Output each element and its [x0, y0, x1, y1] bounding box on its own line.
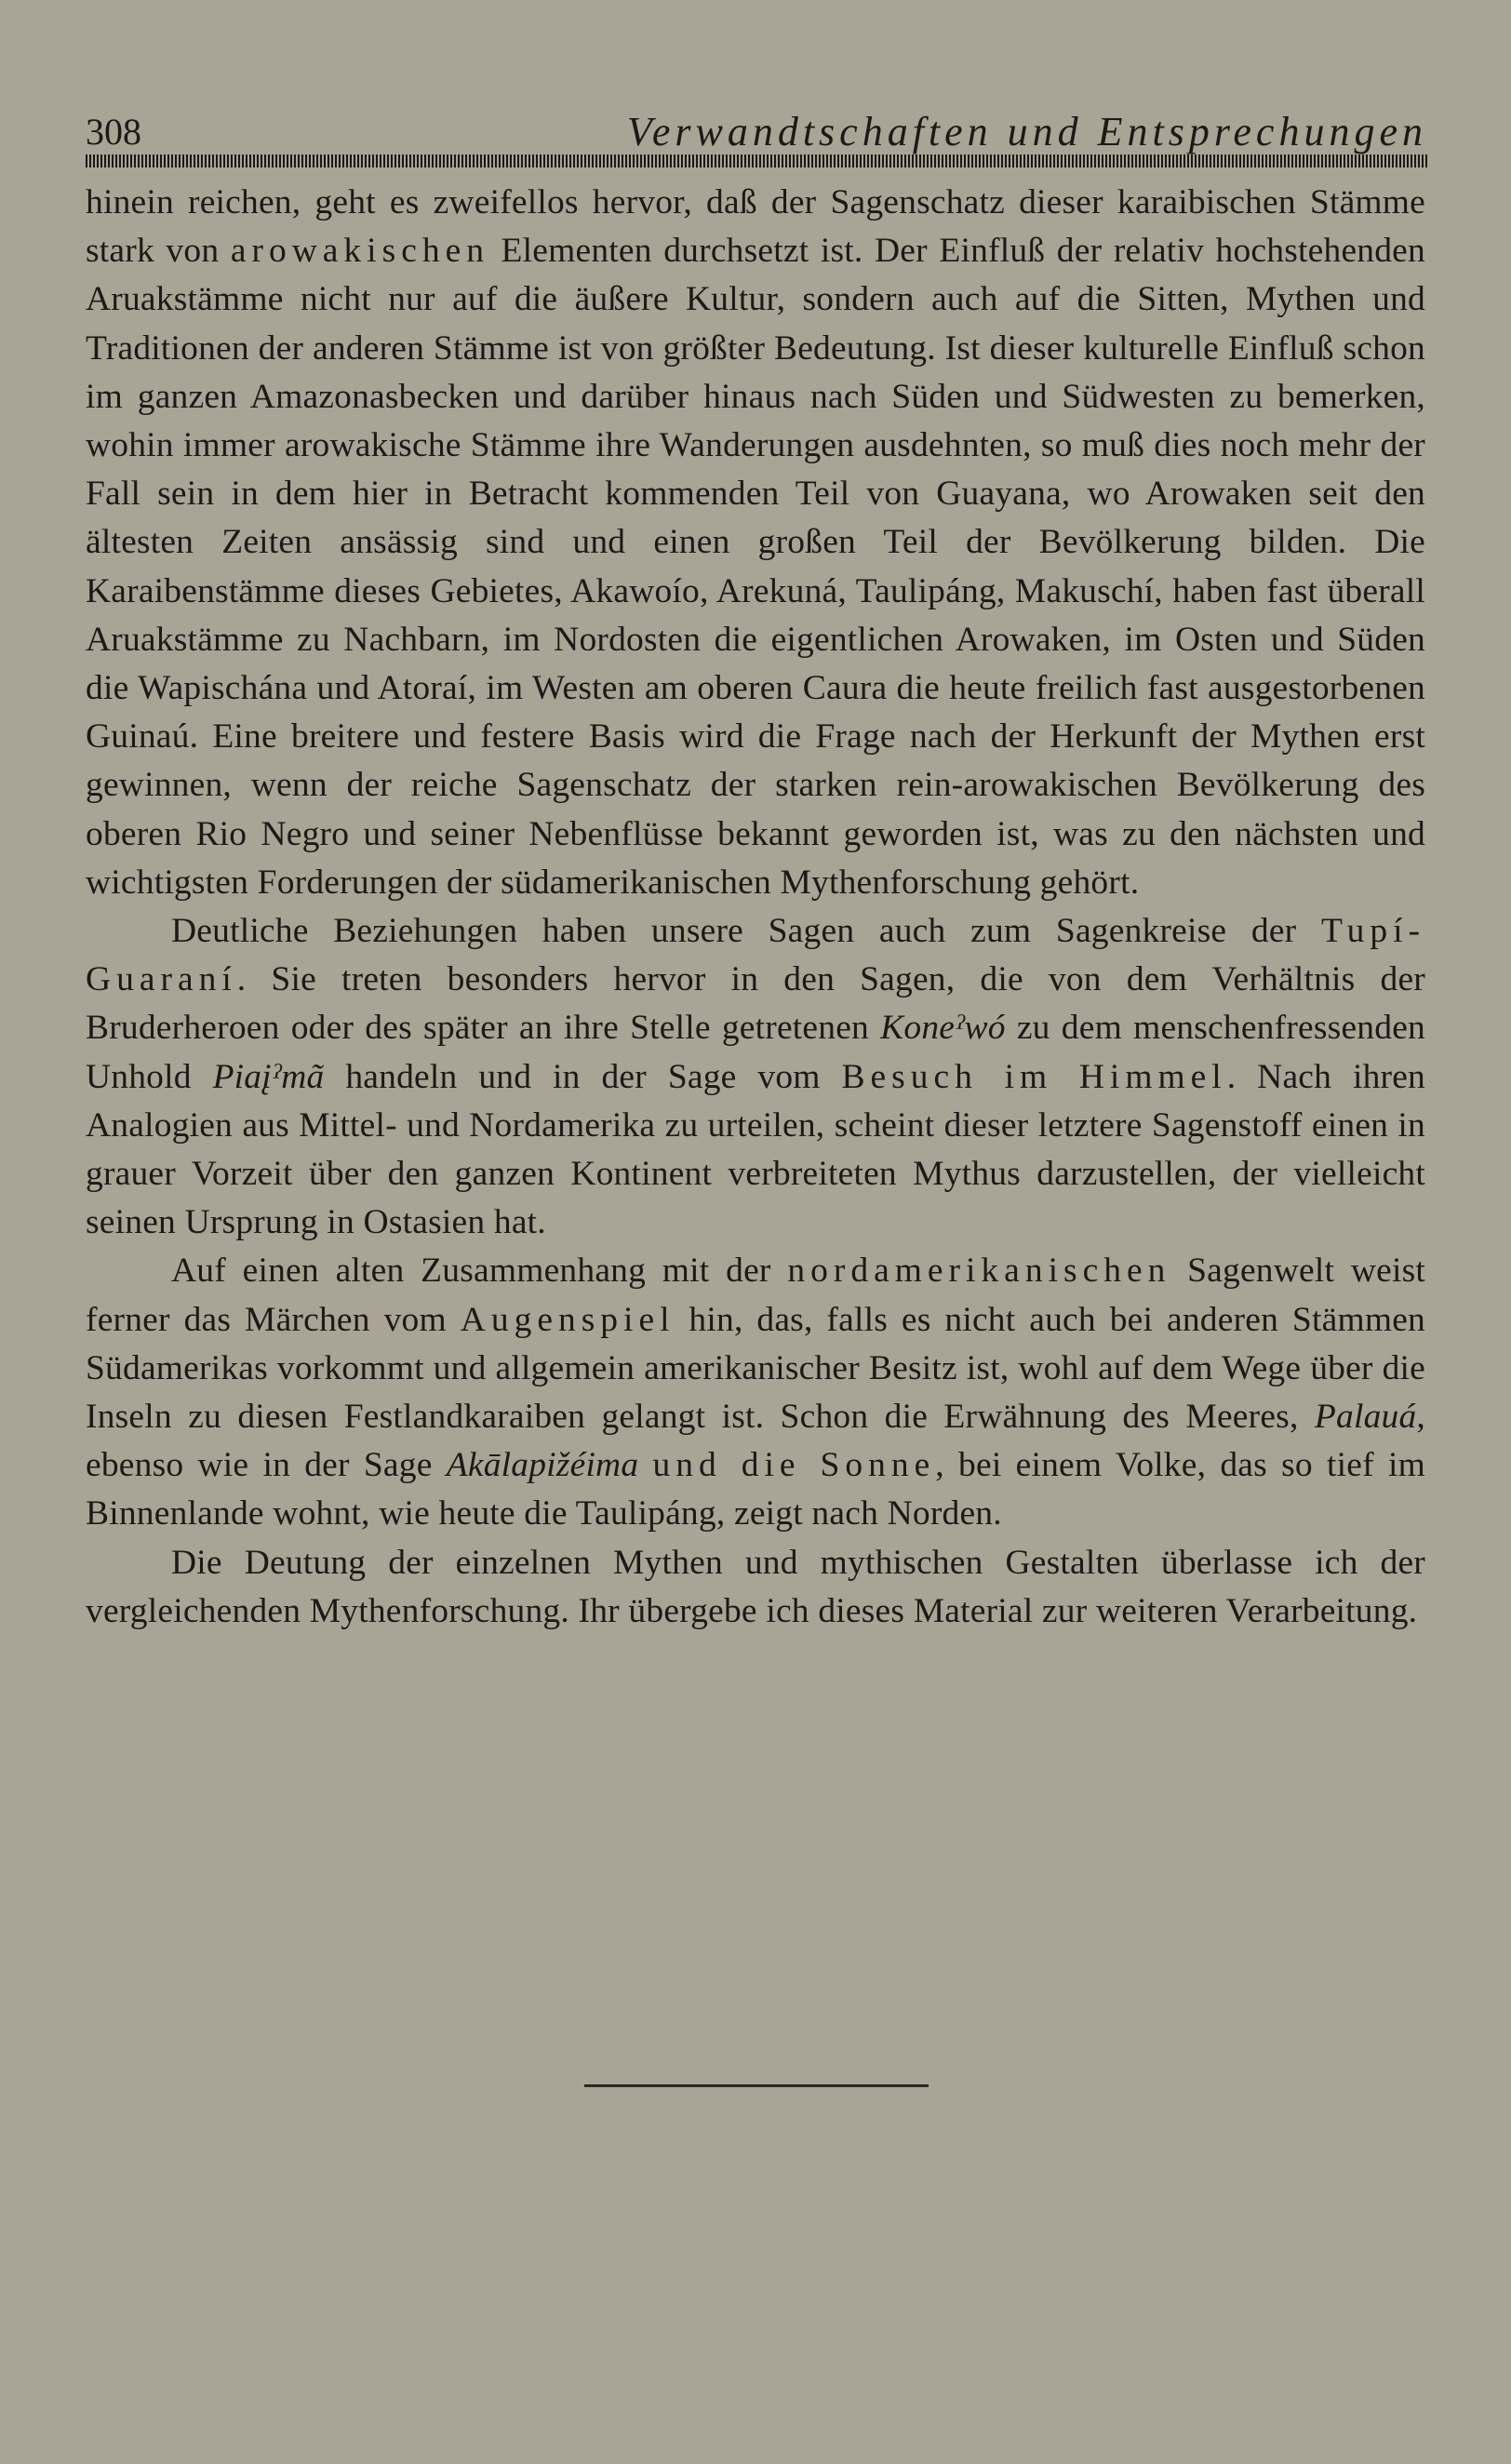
- page-header: [86, 104, 1427, 160]
- spaced-emphasis: Besuch im Himmel: [841, 1057, 1227, 1096]
- spaced-emphasis: nordamerikanischen: [787, 1252, 1171, 1291]
- text-run: Die Deutung der einzelnen Mythen und mythischen Gestalten überlasse ich der vergleichenden Mythenforschung. Ihr übergebe ich dieses Material zur weiteren Verarbeitung.: [86, 1543, 1425, 1630]
- text-run: , bei einem Volke, das so tief im Binnenlande wohnt, wie heute die Taulipáng, zeigt nach Norden.: [86, 1446, 1425, 1533]
- text-run: Deutliche Beziehungen haben unsere Sagen auch zum Sagenkreise der: [171, 912, 1321, 951]
- text-run: hinein reichen, geht es zweifellos hervor, daß der Sagenschatz dieser karaibischen Stämme stark von: [86, 183, 1425, 271]
- header-rule: [86, 154, 1427, 167]
- spaced-emphasis: Augenspiel: [460, 1300, 675, 1339]
- text-run: hin, das, falls es nicht auch bei anderen Stämmen Südamerikas vorkommt und allgemein amerikanischer Besitz ist, wohl auf dem Wege über die Inseln zu diesen Festlandkaraiben gelangt ist. Schon die Erwähnung des Meeres,: [86, 1300, 1425, 1437]
- body-text: [86, 179, 1425, 1636]
- end-rule: [584, 2084, 929, 2087]
- text-run: Elementen durchsetzt ist. Der Einfluß der relativ hochstehenden Aruakstämme nicht nur auf die äußere Kultur, sondern auch auf die Sitten, Mythen und Traditionen der anderen Stämme ist von größter Bedeutung. Ist dieser kulturelle Einfluß schon im ganzen Amazonasbecken und darüber hinaus nach Süden und Südwesten zu bemerken, wohin immer arowakische Stämme ihre Wanderungen ausdehnten, so muß dies noch mehr der Fall sein in dem hier in Betracht kommenden Teil von Guayana, wo Arowaken seit den ältesten Zeiten ansässig sind und einen großen Teil der Bevölkerung bilden. Die Karaibenstämme dieses Gebietes, Akawoío, Arekuná, Taulipáng, Makuschí, haben fast überall Aruakstämme zu Nachbarn, im Nordosten die eigentlichen Arowaken, im Osten und Süden die Wapischána und Atoraí, im Westen am oberen Caura die heute freilich fast ausgestorbenen Guinaú. Eine breitere und festere Basis wird die Frage nach der Herkunft der Mythen erst gewinnen, wenn der reiche Sagenschatz der starken rein-arowakischen Bevölkerung des oberen Rio Negro und seiner Nebenflüsse bekannt geworden ist, was zu den nächsten und wichtigsten Forderungen der südamerikanischen Mythenforschung gehört.: [86, 232, 1425, 902]
- text-run: Auf einen alten Zusammenhang mit der: [171, 1252, 788, 1291]
- paragraph: [86, 1247, 1425, 1538]
- paragraph: [86, 907, 1425, 1247]
- italic-term: Akālapižéima: [446, 1446, 639, 1485]
- spaced-emphasis: arowakischen: [230, 232, 489, 271]
- page-number: 308: [86, 111, 141, 153]
- paragraph: [86, 179, 1425, 907]
- text-run: . Sie treten besonders hervor in den Sagen, die von dem Verhältnis der Bruderheroen oder des später an ihre Stelle getretenen: [86, 960, 1425, 1048]
- italic-term: Piaįˀmã: [212, 1057, 325, 1096]
- italic-term: Palauá: [1314, 1398, 1417, 1437]
- text-run: zu dem menschenfressenden Unhold: [86, 1009, 1425, 1096]
- text-run: . Nach ihren Analogien aus Mittel- und Nordamerika zu urteilen, scheint dieser letztere Sagenstoff einen in grauer Vorzeit über den ganzen Kontinent verbreiteten Mythus darzustellen, der vielleicht seinen Ursprung in Ostasien hat.: [86, 1057, 1426, 1242]
- spaced-emphasis: und die Sonne: [652, 1446, 936, 1485]
- italic-term: Koneˀwó: [880, 1009, 1006, 1048]
- text-run: , ebenso wie in der Sage: [86, 1398, 1425, 1485]
- running-head: Verwandtschaften und Entsprechungen: [626, 109, 1427, 154]
- text-run: handeln und in der Sage vom: [324, 1057, 842, 1096]
- text-run: Sagenwelt weist ferner das Märchen vom: [86, 1252, 1425, 1339]
- paragraph: [86, 1539, 1425, 1636]
- spaced-emphasis: Tupí-Guaraní: [86, 912, 1425, 999]
- text-run: [638, 1446, 652, 1484]
